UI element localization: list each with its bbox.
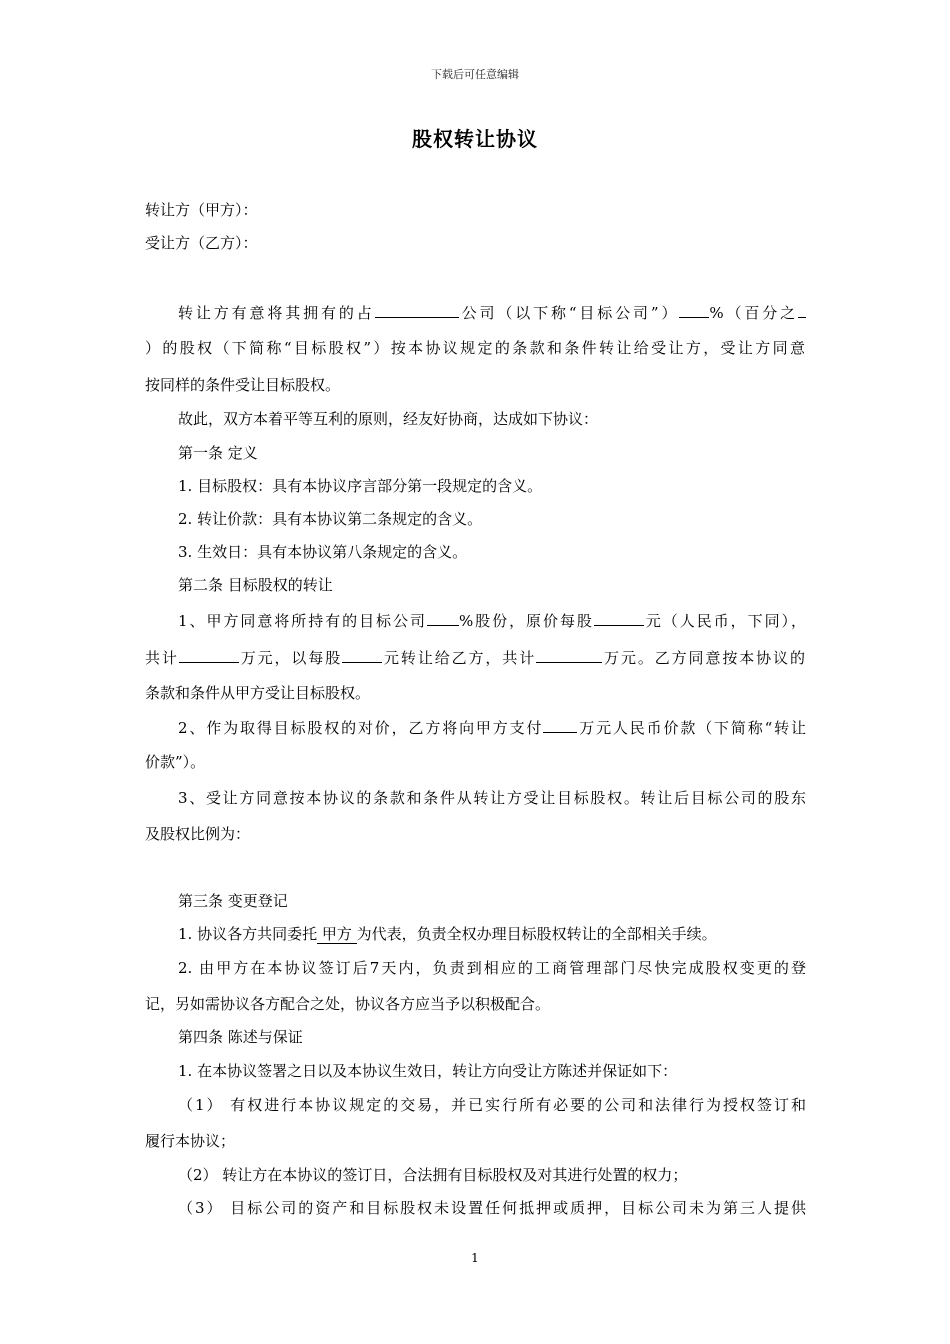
transferor-line: 转让方（甲方）： xyxy=(145,201,258,219)
percent-words-blank[interactable] xyxy=(798,301,806,318)
clause-text: 万元，以每股 xyxy=(238,649,343,667)
preamble-line-2: ）的股权（下简称“目标股权”）按本协议规定的条款和条件转让给受让方，受让方同意 xyxy=(145,339,805,357)
clause-text: %股份，原价每股 xyxy=(458,612,594,630)
clause-text: 2、作为取得目标股权的对价，乙方将向甲方支付 xyxy=(178,719,544,737)
article-4-sub-3: （3） 目标公司的资产和目标股权未设置任何抵押或质押，目标公司未为第三人提供 xyxy=(178,1199,806,1217)
preamble-line-3: 按同样的条件受让目标股权。 xyxy=(145,376,341,394)
article-4-sub-2: （2） 转让方在本协议的签订日，合法拥有目标股权及对其进行处置的权力； xyxy=(178,1166,688,1184)
preamble-text-b: 公司（以下称“目标公司”） xyxy=(458,304,680,322)
preamble-agreement-line: 故此，双方本着平等互利的原则，经友好协商，达成如下协议： xyxy=(178,410,599,428)
company-blank[interactable] xyxy=(375,301,459,318)
transfer-price-blank[interactable] xyxy=(342,646,382,663)
clause-text: 万元人民币价款（下简称“转让 xyxy=(577,719,806,737)
agent-name: 甲方 xyxy=(317,925,357,943)
article-1-item-1: 1. 目标股权：具有本协议序言部分第一段规定的含义。 xyxy=(178,477,543,495)
article-3-clause-2-line-2: 记，另如需协议各方配合之处，协议各方应当予以积极配合。 xyxy=(145,995,551,1013)
article-2-clause-2-line-2: 价款”）。 xyxy=(145,753,206,771)
article-4-clause-1: 1. 在本协议签署之日以及本协议生效日，转让方向受让方陈述并保证如下： xyxy=(178,1062,678,1080)
original-price-blank[interactable] xyxy=(594,609,644,626)
preamble-line-1 xyxy=(178,301,806,323)
clause-text: 共计 xyxy=(145,649,179,667)
clause-text: 万元。乙方同意按本协议的 xyxy=(602,649,805,667)
clause-text: 元转让给乙方，共计 xyxy=(382,649,537,667)
article-2-clause-3-line-2: 及股权比例为： xyxy=(145,825,251,843)
total-original-blank[interactable] xyxy=(179,646,239,663)
article-2-clause-2-line-1 xyxy=(178,716,806,738)
preamble-text-a: 转让方有意将其拥有的占 xyxy=(178,304,375,322)
article-1-heading: 第一条 定义 xyxy=(178,444,258,462)
page-header-note: 下载后可任意编辑 xyxy=(431,68,519,81)
article-2-clause-1-line-1 xyxy=(178,609,806,631)
percent-blank[interactable] xyxy=(679,301,709,318)
clause-text: 1、甲方同意将所持有的目标公司 xyxy=(178,612,427,630)
shares-percent-blank[interactable] xyxy=(427,609,459,626)
clause-text: 为代表，负责全权办理目标股权转让的全部相关手续。 xyxy=(356,925,717,943)
article-1-item-2: 2. 转让价款：具有本协议第二条规定的含义。 xyxy=(178,510,483,528)
clause-text: 元（人民币，下同）， xyxy=(643,612,806,630)
page-number: 1 xyxy=(471,1251,479,1265)
article-2-clause-1-line-2 xyxy=(145,646,805,668)
article-2-clause-3-line-1: 3、受让方同意按本协议的条款和条件从转让方受让目标股权。转让后目标公司的股东 xyxy=(178,789,806,807)
document-title: 股权转让协议 xyxy=(412,127,538,151)
article-4-heading: 第四条 陈述与保证 xyxy=(178,1028,303,1046)
article-2-heading: 第二条 目标股权的转让 xyxy=(178,576,333,594)
article-3-heading: 第三条 变更登记 xyxy=(178,892,288,910)
total-transfer-blank[interactable] xyxy=(536,646,602,663)
article-1-item-3: 3. 生效日：具有本协议第八条规定的含义。 xyxy=(178,543,468,561)
payment-amount-blank[interactable] xyxy=(543,716,577,733)
article-3-clause-2-line-1: 2. 由甲方在本协议签订后7天内，负责到相应的工商管理部门尽快完成股权变更的登 xyxy=(178,959,806,977)
article-4-sub-1-line-2: 履行本协议； xyxy=(145,1132,236,1150)
article-4-sub-1-line-1: （1） 有权进行本协议规定的交易，并已实行所有必要的公司和法律行为授权签订和 xyxy=(178,1096,806,1114)
article-2-clause-1-line-3: 条款和条件从甲方受让目标股权。 xyxy=(145,684,371,702)
transferee-line: 受让方（乙方）： xyxy=(145,234,258,252)
article-3-clause-1 xyxy=(178,924,806,944)
clause-text: 1. 协议各方共同委托 xyxy=(178,925,318,943)
preamble-text-c: %（百分之 xyxy=(709,304,798,322)
